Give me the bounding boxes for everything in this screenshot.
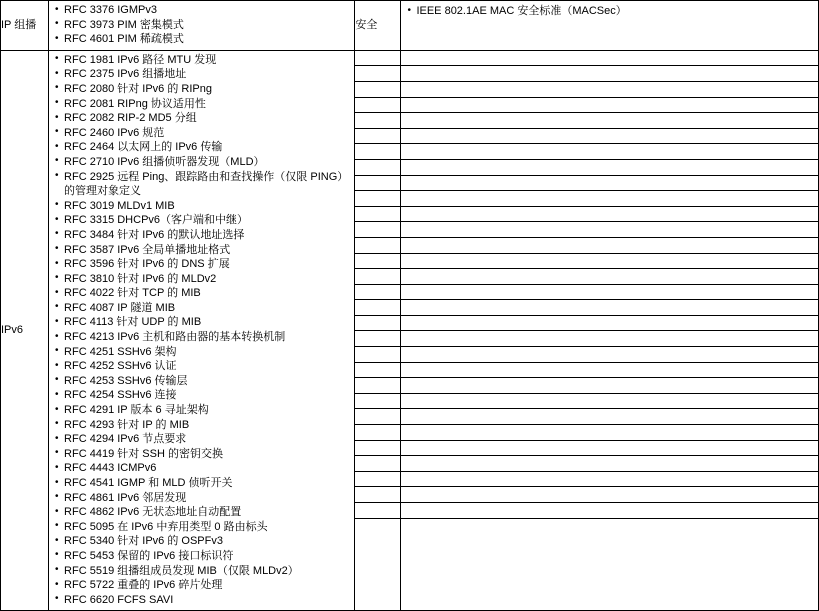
- list-item: • RFC 3484 针对 IPv6 的默认地址选择: [55, 228, 350, 243]
- row-label-ipv6: IPv6: [1, 50, 49, 611]
- grid-line: [354, 51, 401, 67]
- grid-line: [400, 378, 819, 394]
- grid-line: [354, 425, 401, 441]
- list-item: • RFC 2375 IPv6 组播地址: [55, 67, 350, 82]
- list-item: • RFC 4294 IPv6 节点要求: [55, 432, 350, 447]
- list-item: • RFC 2710 IPv6 组播侦听器发现（MLD）: [55, 155, 350, 170]
- grid-line: [354, 222, 401, 238]
- list-item: • RFC 3596 针对 IPv6 的 DNS 扩展: [55, 257, 350, 272]
- grid-line: [354, 441, 401, 457]
- rfc-list-ip-multicast: [49, 1, 354, 50]
- row-label-security: 安全: [355, 1, 401, 51]
- grid-line: [354, 82, 401, 98]
- list-item: • RFC 3019 MLDv1 MIB: [55, 199, 350, 214]
- grid-line: [354, 176, 401, 192]
- list-item: • RFC 4443 ICMPv6: [55, 461, 350, 476]
- grid-line: [354, 409, 401, 425]
- grid-line: [400, 394, 819, 410]
- grid-line: [354, 113, 401, 129]
- list-item: • RFC 5519 组播组成员发现 MIB（仅限 MLDv2）: [55, 564, 350, 579]
- grid-line: [400, 254, 819, 270]
- list-item: • RFC 4113 针对 UDP 的 MIB: [55, 315, 350, 330]
- table-row: [1, 50, 819, 611]
- list-item: • RFC 3973 PIM 密集模式: [55, 18, 350, 33]
- list-item: • RFC 4293 针对 IP 的 MIB: [55, 418, 350, 433]
- list-item: • RFC 2081 RIPng 协议适用性: [55, 97, 350, 112]
- grid-line: [354, 191, 401, 207]
- list-item: • RFC 4087 IP 隧道 MIB: [55, 301, 350, 316]
- grid-line: [354, 129, 401, 145]
- grid-line: [354, 144, 401, 160]
- list-item: • RFC 5095 在 IPv6 中弃用类型 0 路由标头: [55, 520, 350, 535]
- grid-line: [400, 144, 819, 160]
- row-items-empty: [401, 50, 819, 611]
- grid-line: [400, 285, 819, 301]
- list-item: • IEEE 802.1AE MAC 安全标准（MACSec）: [407, 4, 814, 19]
- grid-line: [354, 347, 401, 363]
- grid-line: [400, 472, 819, 488]
- grid-line: [400, 331, 819, 347]
- grid-line: [354, 456, 401, 472]
- list-item: • RFC 3315 DHCPv6（客户端和中继）: [55, 213, 350, 228]
- grid-line: [354, 98, 401, 114]
- list-item: • RFC 2082 RIP-2 MD5 分组: [55, 111, 350, 126]
- grid-line: [400, 51, 819, 67]
- row-items-security: [401, 1, 819, 51]
- list-item: • RFC 5340 针对 IPv6 的 OSPFv3: [55, 534, 350, 549]
- grid-line: [400, 222, 819, 238]
- grid-line: [400, 129, 819, 145]
- grid-line: [354, 331, 401, 347]
- list-item: • RFC 2464 以太网上的 IPv6 传输: [55, 140, 350, 155]
- grid-line: [354, 316, 401, 332]
- rfc-list-ipv6: [49, 51, 354, 611]
- list-item: • RFC 5453 保留的 IPv6 接口标识符: [55, 549, 350, 564]
- row-items-ip-multicast: [49, 1, 355, 51]
- list-item: • RFC 6620 FCFS SAVI: [55, 593, 350, 608]
- list-item: • RFC 4601 PIM 稀疏模式: [55, 32, 350, 47]
- grid-line: [400, 316, 819, 332]
- grid-line: [354, 363, 401, 379]
- grid-line: [400, 98, 819, 114]
- grid-line: [400, 176, 819, 192]
- grid-line: [354, 66, 401, 82]
- list-item: • RFC 4254 SSHv6 连接: [55, 388, 350, 403]
- grid-line: [354, 503, 401, 519]
- empty-grid: [401, 51, 818, 519]
- list-item: • RFC 3810 针对 IPv6 的 MLDv2: [55, 272, 350, 287]
- list-item: • RFC 4862 IPv6 无状态地址自动配置: [55, 505, 350, 520]
- grid-line: [354, 160, 401, 176]
- list-item: • RFC 4022 针对 TCP 的 MIB: [55, 286, 350, 301]
- list-item: • RFC 4252 SSHv6 认证: [55, 359, 350, 374]
- list-item: • RFC 5722 重叠的 IPv6 碎片处理: [55, 578, 350, 593]
- list-item: • RFC 4253 SSHv6 传输层: [55, 374, 350, 389]
- list-item: • RFC 3376 IGMPv3: [55, 3, 350, 18]
- row-items-ipv6: [49, 50, 355, 611]
- grid-line: [354, 285, 401, 301]
- grid-line: [400, 82, 819, 98]
- grid-line: [400, 160, 819, 176]
- grid-line: [400, 503, 819, 519]
- grid-line: [354, 269, 401, 285]
- grid-line: [400, 300, 819, 316]
- grid-line: [400, 238, 819, 254]
- list-item: • RFC 4861 IPv6 邻居发现: [55, 491, 350, 506]
- grid-line: [354, 207, 401, 223]
- row-label-empty: [355, 50, 401, 611]
- grid-line: [400, 207, 819, 223]
- grid-line: [400, 347, 819, 363]
- grid-line: [400, 113, 819, 129]
- grid-line: [400, 66, 819, 82]
- grid-line: [400, 269, 819, 285]
- grid-line: [400, 191, 819, 207]
- grid-line: [400, 456, 819, 472]
- security-standards-list: [401, 1, 818, 22]
- list-item: • RFC 3587 IPv6 全局单播地址格式: [55, 243, 350, 258]
- grid-line: [354, 394, 401, 410]
- list-item: • RFC 4213 IPv6 主机和路由器的基本转换机制: [55, 330, 350, 345]
- list-item: • RFC 4541 IGMP 和 MLD 侦听开关: [55, 476, 350, 491]
- list-item: • RFC 4291 IP 版本 6 寻址架构: [55, 403, 350, 418]
- grid-line: [400, 441, 819, 457]
- list-item: • RFC 4419 针对 SSH 的密钥交换: [55, 447, 350, 462]
- grid-line: [354, 487, 401, 503]
- grid-line: [354, 238, 401, 254]
- row-label-ip-multicast: IP 组播: [1, 1, 49, 51]
- grid-line: [400, 363, 819, 379]
- list-item: • RFC 2925 远程 Ping、跟踪路由和查找操作（仅限 PING）的管理对象定义: [55, 170, 350, 199]
- list-item: • RFC 1981 IPv6 路径 MTU 发现: [55, 53, 350, 68]
- grid-line: [400, 487, 819, 503]
- table-row: [1, 1, 819, 51]
- grid-line: [354, 378, 401, 394]
- grid-line: [400, 409, 819, 425]
- grid-line: [354, 472, 401, 488]
- list-item: • RFC 2080 针对 IPv6 的 RIPng: [55, 82, 350, 97]
- grid-line: [354, 300, 401, 316]
- grid-line: [354, 254, 401, 270]
- grid-line: [400, 425, 819, 441]
- list-item: • RFC 4251 SSHv6 架构: [55, 345, 350, 360]
- list-item: • RFC 2460 IPv6 规范: [55, 126, 350, 141]
